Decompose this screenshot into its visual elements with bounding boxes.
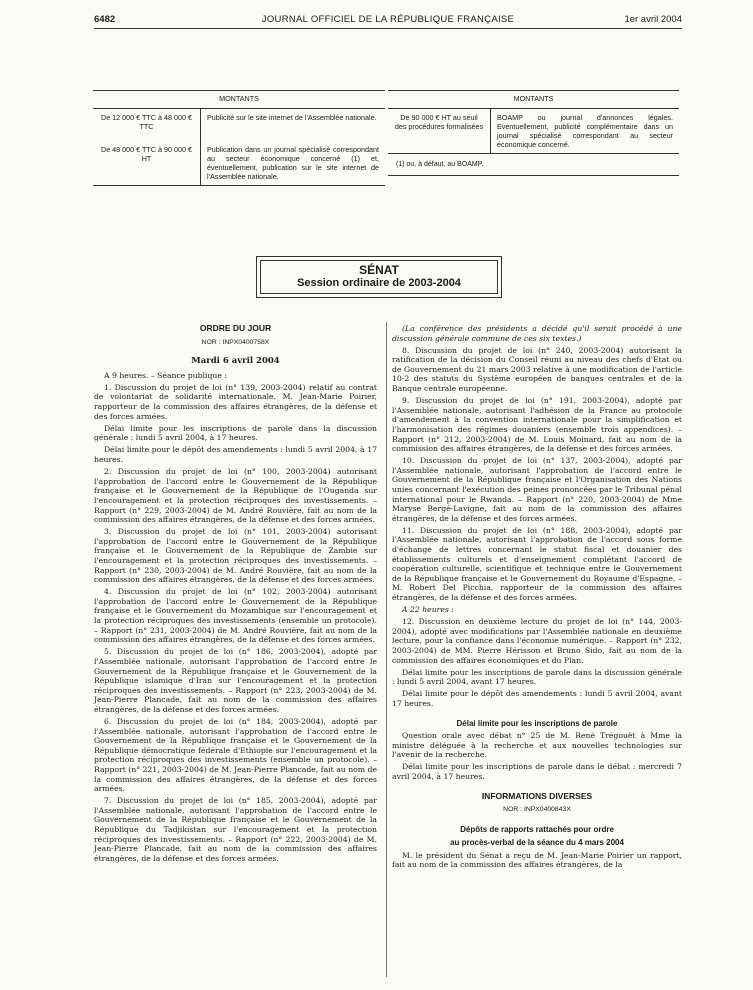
journal-title: JOURNAL OFFICIEL DE LA RÉPUBLIQUE FRANÇAISE <box>261 14 515 25</box>
paragraph: 10. Discussion du projet de loi (n° 137, 2003-2004), adopté par l'Assemblée nationale, autorisant l'approbation de l'accord entre le Gouvernement de la République française et l'Organisation des Nations unies concernant l'exécution des peines prononcées par le Tribunal pénal international pour le Rwanda. – Rapport (n° 220, 2003-2004) de Mme Maryse Bergé-Lavigne, fait au nom de la commission des affaires étrangères, de la défense et des forces armées. <box>392 456 682 523</box>
paragraph: Délai limite pour les inscriptions de parole dans la discussion générale : lundi 5 avril 2004, à 17 heures. <box>94 423 377 443</box>
right-column <box>392 324 682 873</box>
paragraph: 8. Discussion du projet de loi (n° 240, 2003-2004) autorisant la ratification de la décision du Conseil réuni au niveau des chefs d'Etat ou de Gouvernement du 21 mars 2003 relative à une modification de l'article 10-2 des statuts du Système européen de banques centrales et de la Banque centrale européenne. <box>392 345 682 394</box>
paragraph: 11. Discussion du projet de loi (n° 188, 2003-2004), adopté par l'Assemblée nationale, autorisant l'approbation de l'accord sous forme d'échange de lettres concernant le statut fiscal et douanier des établissements culturels et d'enseignement complétant l'accord de coopération culturelle, scientifique et technique entre le Gouvernement de la République française et le Gouvernement du Royaume d'Espagne. – M. Robert Del Picchia, rapporteur de la commission des affaires étrangères, de la défense et des forces armées. <box>392 525 682 603</box>
paragraph: 6. Discussion du projet de loi (n° 184, 2003-2004), adopté par l'Assemblée nationale, autorisant l'approbation de l'accord entre le Gouvernement de la République française et le Gouvernement de la République démocratique fédérale d'Ethiopie sur l'encouragement et la protection réciproques des investissements (ensemble un protocole). – Rapport (n° 221, 2003-2004) de M. Jean-Pierre Plancade, fait au nom de la commission des affaires étrangères, de la défense et des forces armées. <box>94 716 377 794</box>
paragraph: 3. Discussion du projet de loi (n° 101, 2003-2004) autorisant l'approbation de l'accord entre le Gouvernement de la République française et le Gouvernement de la République de Zambie sur l'encouragement et la protection réciproques des investissements. – Rapport (n° 230, 2003-2004) de M. André Rouvière, fait au nom de la commission des affaires étrangères, de la défense et des forces armées. <box>94 527 377 585</box>
paragraph: 12. Discussion en deuxième lecture du projet de loi (n° 144, 2003-2004), adopté avec modifications par l'Assemblée nationale en deuxième lecture, pour la confiance dans l'économie numérique. – Rapport (n° 232, 2003-2004) de MM. Pierre Hérisson et Bruno Sido, fait au nom de la commission des affaires économiques et du Plan. <box>392 617 682 665</box>
paragraph: A 9 heures. – Séance publique : <box>104 370 227 380</box>
paragraph: 7. Discussion du projet de loi (n° 185, 2003-2004), adopté par l'Assemblée nationale, autorisant l'approbation de l'accord entre le Gouvernement de la République française et le Gouvernement de la République du Tadjikistan sur l'encouragement et la protection réciproques des investissements. – Rapport (n° 222, 2003-2004) de M. Jean-Pierre Plancade, fait au nom de la commission des affaires étrangères, de la défense et des forces armées. <box>94 796 377 863</box>
description-cell: BOAMP ou journal d'annonces légales. Eventuellement, publicité complémentaire dans un journal spécialisé correspondant au secteur économique concerné. <box>497 113 673 149</box>
amounts-table-left <box>93 90 385 186</box>
table-row <box>93 109 385 136</box>
section-heading: Délai limite pour les inscriptions de parole <box>456 718 618 728</box>
column-divider <box>386 322 387 977</box>
page-number: 6482 <box>94 14 116 25</box>
paragraph: (La conférence des présidents a décidé qu'il serait procédé à une discussion générale commune de ces six textes.) <box>392 324 682 343</box>
paragraph: Délai limite pour le dépôt des amendements : lundi 5 avril 2004, à 17 heures. <box>94 445 377 465</box>
senat-title-box <box>256 256 502 298</box>
table-header: MONTANTS <box>388 91 679 109</box>
senat-title: SÉNAT <box>359 263 399 277</box>
paragraph: Délai limite pour les inscriptions de parole dans le débat : mercredi 7 avril 2004, à 17 heures. <box>392 762 682 782</box>
info-subtitle: Dépôts de rapports rattachés pour ordre <box>460 824 614 834</box>
nor-reference: NOR : INPX0400758X <box>201 338 270 346</box>
page-header <box>94 12 682 29</box>
description-cell: Publication dans un journal spécialisé correspondant au secteur économique concerné (1) et, éventuellement, publication sur le site internet de l'Assemblée nationale. <box>207 145 379 181</box>
info-title: INFORMATIONS DIVERSES <box>481 790 593 801</box>
paragraph: Question orale avec débat n° 25 de M. René Trégouët à Mme la ministre déléguée à la recherche et aux nouvelles technologies sur l'avenir de la recherche. <box>392 731 682 760</box>
paragraph: 4. Discussion du projet de loi (n° 102, 2003-2004) autorisant l'approbation de l'accord entre le Gouvernement de la République française et le Gouvernement du Mozambique sur l'encouragement et la protection réciproques des investissements (ensemble un protocole). – Rapport (n° 231, 2003-2004) de M. André Rouvière, fait au nom de la commission des affaires étrangères, de la défense et des forces armées. <box>94 587 377 645</box>
issue-date: 1er avril 2004 <box>624 14 682 25</box>
section-title: ORDRE DU JOUR <box>199 323 272 333</box>
table-row <box>93 135 385 186</box>
info-subtitle: au procès-verbal de la séance du 4 mars 2004 <box>450 837 624 847</box>
session-title: Session ordinaire de 2003-2004 <box>297 277 461 289</box>
amount-cell: De 12 000 € TTC à 48 000 € TTC <box>93 109 201 136</box>
table-header: MONTANTS <box>93 91 385 109</box>
paragraph: 5. Discussion du projet de loi (n° 186, 2003-2004), adopté par l'Assemblée nationale, autorisant l'approbation de l'accord entre le Gouvernement de la République française et le Gouvernement de la République islamique d'Iran sur l'encouragement et la protection réciproques des investissements. – Rapport (n° 223, 2003-2004) de M. Jean-Pierre Plancade, fait au nom de la commission des affaires étrangères, de la défense et des forces armées. <box>94 647 377 714</box>
amount-cell: De 90 000 € HT au seuil des procédures formalisées <box>388 109 491 154</box>
left-column <box>94 324 377 866</box>
paragraph: M. le président du Sénat a reçu de M. Jean-Marie Poirier un rapport, fait au nom de la commission des affaires étrangères, de la <box>392 850 682 870</box>
description-cell: Publicité sur le site internet de l'Assemblée nationale. <box>207 113 377 122</box>
paragraph: 9. Discussion du projet de loi (n° 191, 2003-2004), adopté par l'Assemblée nationale, autorisant l'adhésion de la France au protocole d'amendement à la convention internationale pour la simplification et l'harmonisation des régimes douaniers (ensemble trois appendices). – Rapport (n° 212, 2003-2004) de M. Louis Moinard, fait au nom de la commission des affaires étrangères, de la défense et des forces armées. <box>392 396 682 454</box>
paragraph: A 22 heures : <box>402 605 454 615</box>
paragraph: Délai limite pour les inscriptions de parole dans la discussion générale : lundi 5 avril 2004, avant 17 heures. <box>392 667 682 687</box>
table-footnote: (1) ou, à défaut, au BOAMP. <box>388 154 679 176</box>
session-date: Mardi 6 avril 2004 <box>191 356 280 367</box>
info-nor-reference: NOR : INPX0400843X <box>503 806 571 814</box>
paragraph: 2. Discussion du projet de loi (n° 100, 2003-2004) autorisant l'approbation de l'accord entre le Gouvernement de la République française et le Gouvernement de la République de l'Ouganda sur l'encouragement et la protection réciproques des investissements. – Rapport (n° 229, 2003-2004) de M. André Rouvière, fait au nom de la commission des affaires étrangères, de la défense et des forces armées. <box>94 467 377 525</box>
paragraph: 1. Discussion du projet de loi (n° 139, 2003-2004) relatif au contrat de volontariat de solidarité internationale. M. Jean-Marie Poirier, rapporteur de la commission des affaires étrangères, de la défense et des forces armées. <box>94 382 377 421</box>
table-row <box>388 109 679 154</box>
amount-cell: De 48 000 € TTC à 90 000 € HT <box>93 135 201 186</box>
amounts-table-right <box>388 90 679 176</box>
paragraph: Délai limite pour le dépôt des amendements : lundi 5 avril 2004, avant 17 heures. <box>392 689 682 708</box>
